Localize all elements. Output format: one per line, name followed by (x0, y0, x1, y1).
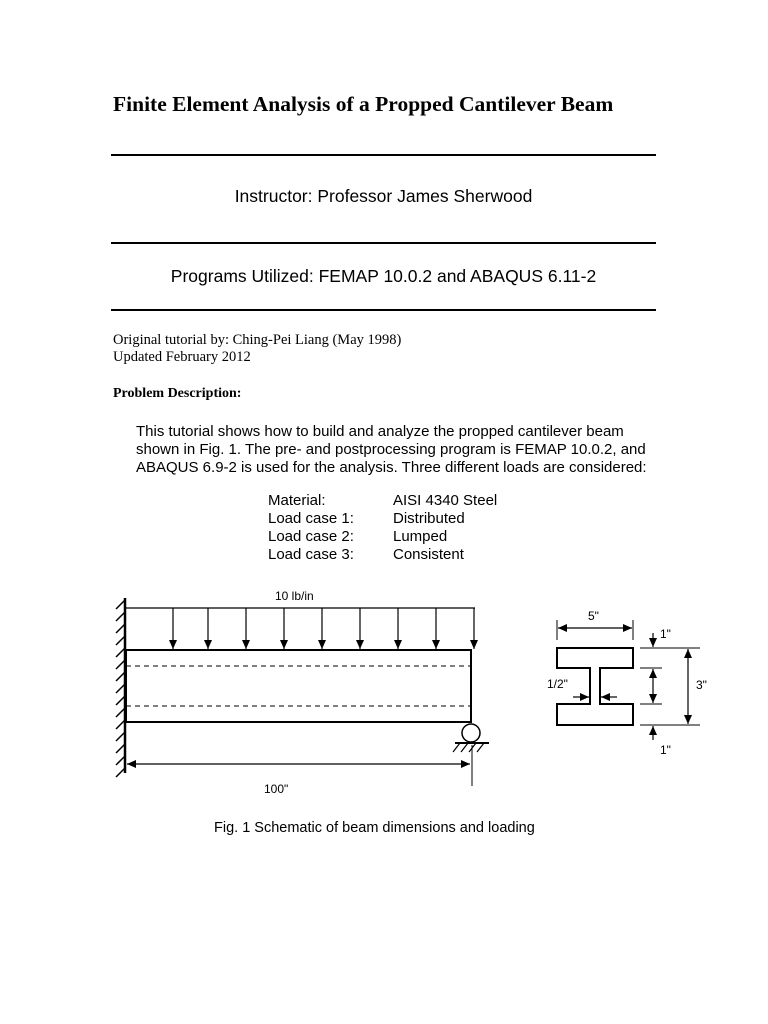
roller-support (453, 724, 489, 752)
programs-line: Programs Utilized: FEMAP 10.0.2 and ABAQUS 6.11-2 (170, 266, 597, 286)
i-beam-cross-section (547, 609, 707, 757)
flange-bottom-label: 1" (660, 743, 671, 757)
spec-label: Load case 3: (268, 546, 354, 563)
length-label: 100" (264, 782, 289, 796)
spec-value: AISI 4340 Steel (393, 492, 498, 509)
problem-description-heading: Problem Description: (113, 386, 242, 401)
spec-value: Lumped (393, 528, 448, 545)
instructor-line: Instructor: Professor James Sherwood (234, 186, 533, 206)
spec-label: Load case 1: (268, 510, 354, 527)
web-thickness-label: 1/2" (547, 677, 568, 691)
beam (126, 650, 471, 722)
height-label: 3" (696, 678, 707, 692)
description-line: ABAQUS 6.9-2 is used for the analysis. Three different loads are considered: (136, 459, 647, 476)
distributed-load (125, 589, 475, 649)
flange-top-label: 1" (660, 627, 671, 641)
figure-caption: Fig. 1 Schematic of beam dimensions and loading (214, 820, 535, 836)
load-label: 10 lb/in (275, 589, 314, 603)
spec-label: Material: (268, 492, 326, 509)
page-title: Finite Element Analysis of a Propped Cantilever Beam (113, 92, 614, 116)
updated-line: Updated February 2012 (113, 349, 251, 365)
original-author-line: Original tutorial by: Ching-Pei Liang (May 1998) (113, 332, 402, 348)
description-line: This tutorial shows how to build and analyze the propped cantilever beam (136, 423, 624, 440)
spec-value: Distributed (393, 510, 465, 527)
fixed-wall (116, 598, 125, 777)
spec-label: Load case 2: (268, 528, 354, 545)
flange-width-label: 5" (588, 609, 599, 623)
description-line: shown in Fig. 1. The pre- and postprocessing program is FEMAP 10.0.2, and (136, 441, 646, 458)
length-dimension (127, 745, 472, 796)
spec-value: Consistent (393, 546, 464, 563)
